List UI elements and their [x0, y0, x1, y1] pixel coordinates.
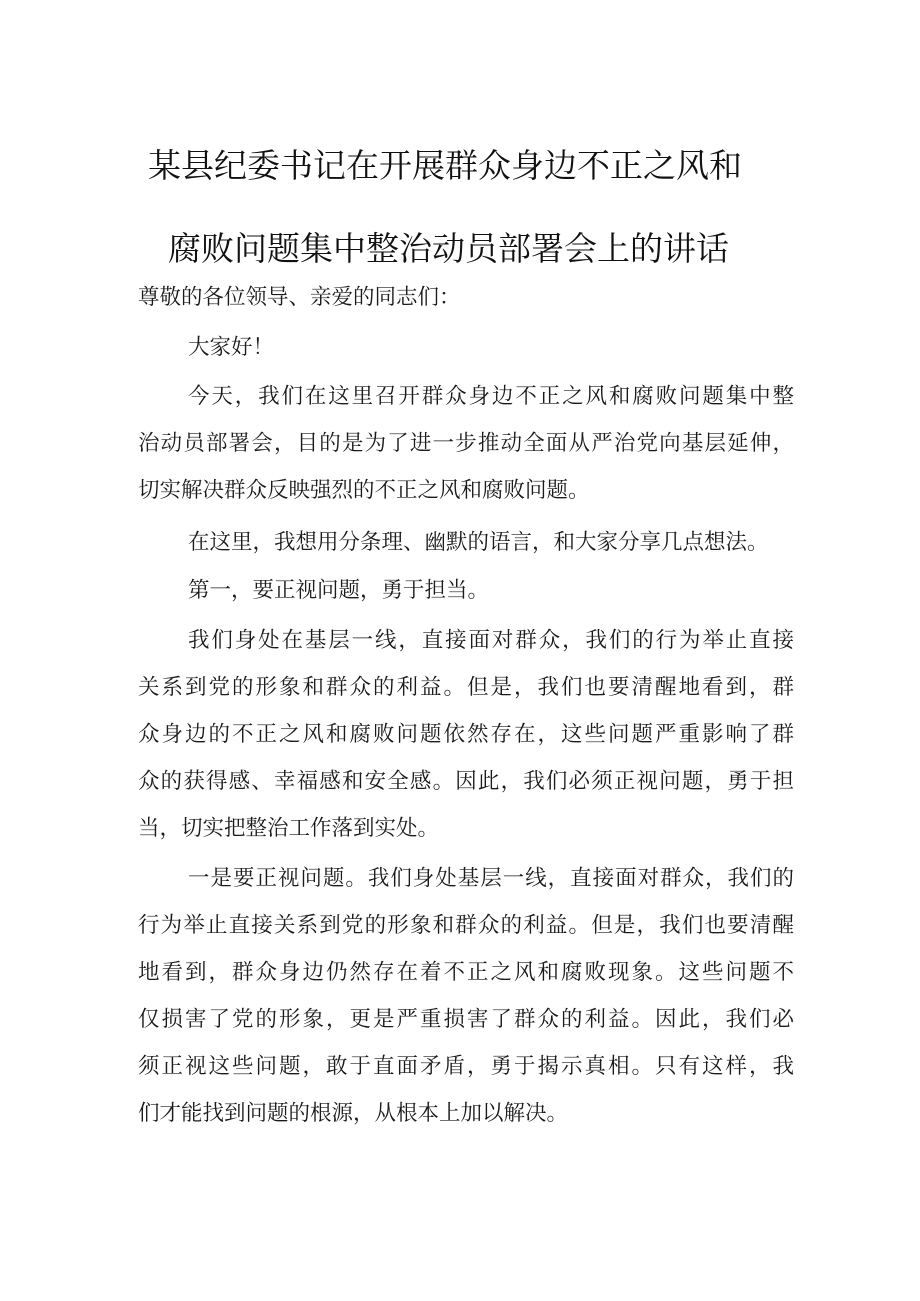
paragraph-line: 众的获得感、幸福感和安全感。因此，我们必须正视问题，勇于担 — [138, 769, 794, 794]
paragraph-line: 须正视这些问题，敢于直面矛盾，勇于揭示真相。只有这样，我 — [138, 1054, 794, 1079]
paragraph-line: 们才能找到问题的根源，从根本上加以解决。 — [138, 1101, 569, 1126]
paragraph-1 — [138, 373, 794, 514]
salutation — [138, 274, 794, 321]
paragraph-line: 众身边的不正之风和腐败问题依然存在，这些问题严重影响了群 — [138, 722, 794, 747]
paragraph-line: 关系到党的形象和群众的利益。但是，我们也要清醒地看到，群 — [138, 675, 794, 700]
greeting-text: 大家好！ — [188, 335, 275, 360]
paragraph-4 — [138, 617, 794, 852]
paragraph-line: 当，切实把整治工作落到实处。 — [138, 816, 440, 841]
paragraph-2-text: 在这里，我想用分条理、幽默的语言，和大家分享几点想法。 — [188, 530, 769, 555]
document-title-line-1: 某县纪委书记在开展群众身边不正之风和 — [148, 146, 742, 185]
paragraph-line: 今天，我们在这里召开群众身边不正之风和腐败问题集中整 — [188, 384, 794, 409]
paragraph-line: 一是要正视问题。我们身处基层一线，直接面对群众，我们的 — [188, 866, 794, 891]
paragraph-line: 仅损害了党的形象，更是严重损害了群众的利益。因此，我们必 — [138, 1007, 794, 1032]
salutation-text: 尊敬的各位领导、亲爱的同志们： — [138, 285, 461, 310]
greeting — [138, 324, 794, 371]
paragraph-line: 地看到，群众身边仍然存在着不正之风和腐败现象。这些问题不 — [138, 960, 794, 985]
paragraph-3-heading — [138, 567, 794, 614]
section-heading-text: 第一，要正视问题，勇于担当。 — [188, 578, 490, 603]
paragraph-line: 治动员部署会，目的是为了进一步推动全面从严治党向基层延伸， — [138, 431, 794, 456]
paragraph-line: 行为举止直接关系到党的形象和群众的利益。但是，我们也要清醒 — [138, 913, 794, 938]
paragraph-5 — [138, 855, 794, 1137]
document-title-line-2: 腐败问题集中整治动员部署会上的讲话 — [168, 229, 729, 268]
paragraph-2 — [138, 519, 818, 566]
paragraph-line: 切实解决群众反映强烈的不正之风和腐败问题。 — [138, 478, 590, 503]
paragraph-line: 我们身处在基层一线，直接面对群众，我们的行为举止直接 — [188, 628, 794, 653]
